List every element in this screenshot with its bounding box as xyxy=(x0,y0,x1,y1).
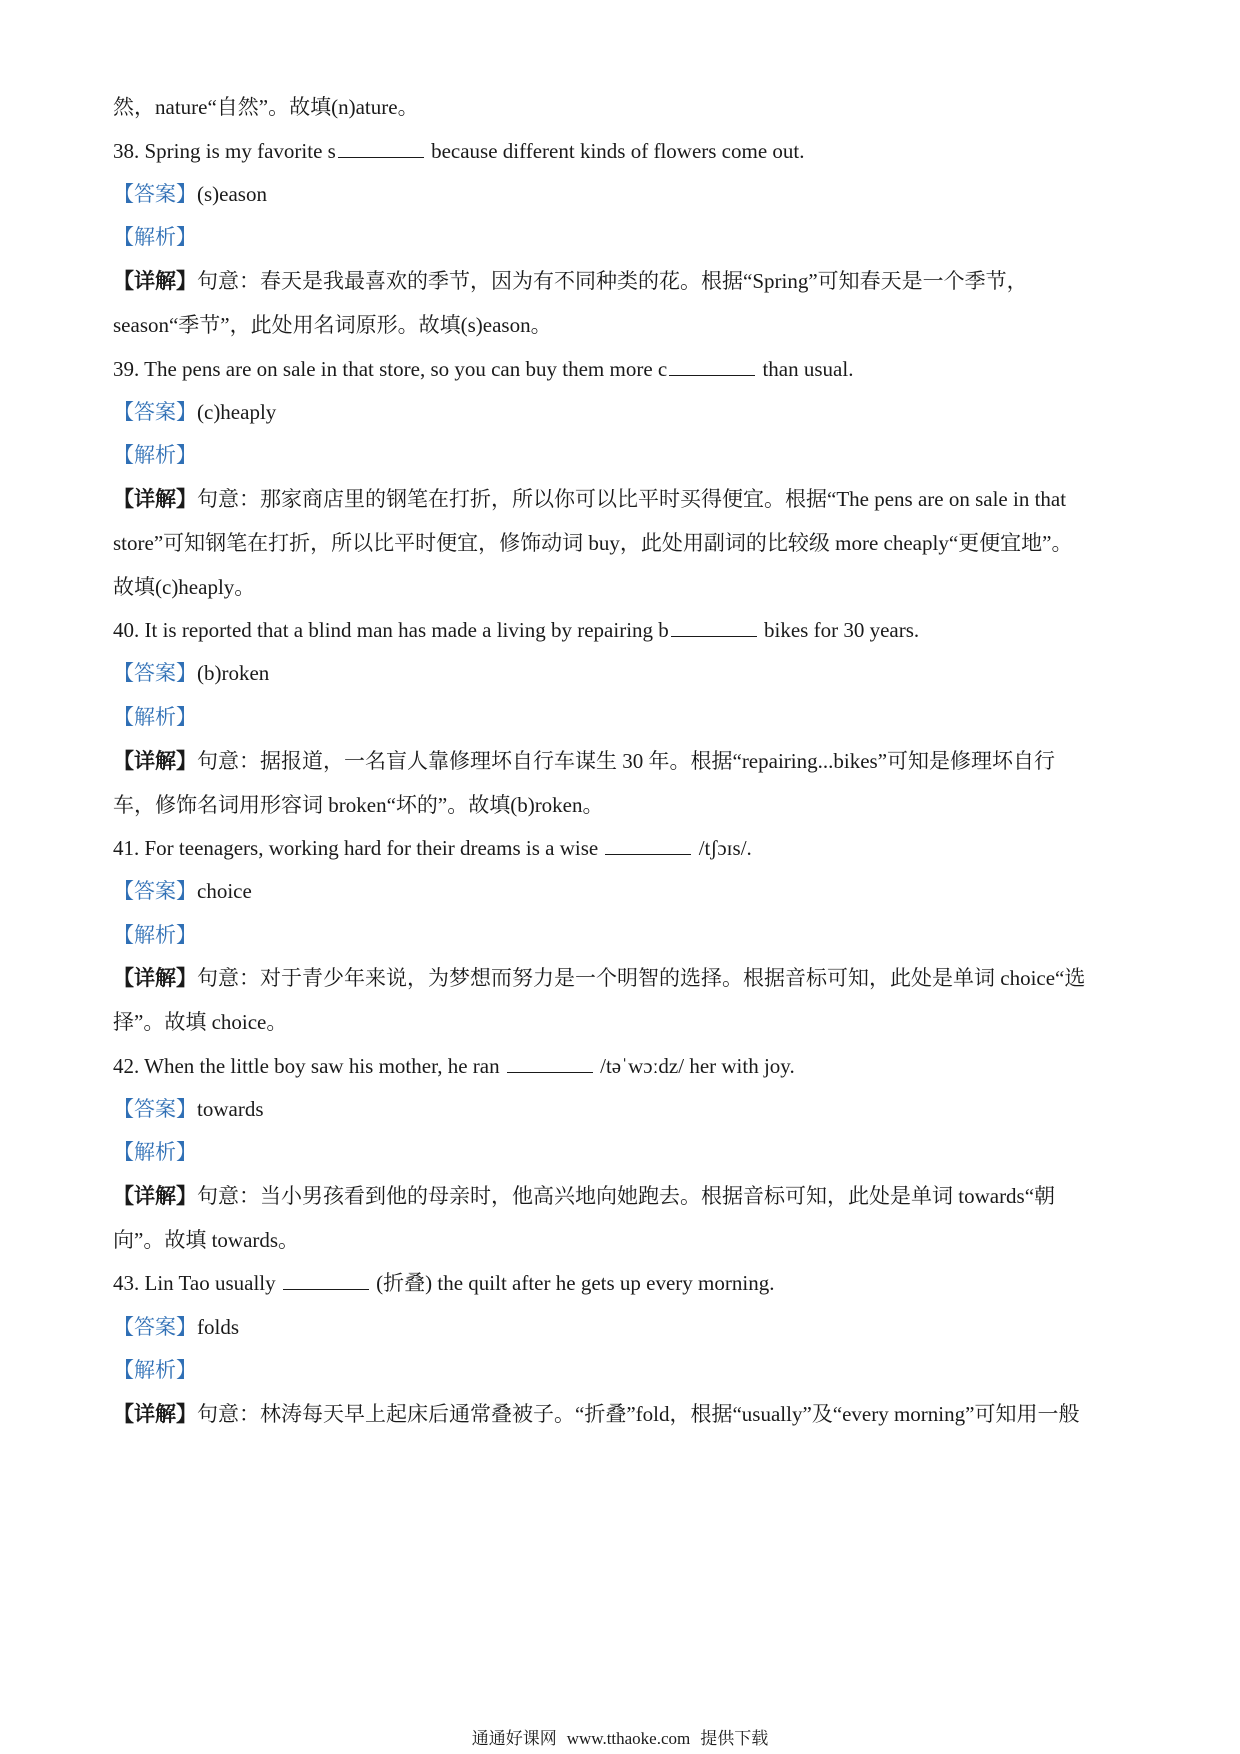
detail-text: season“季节”，此处用名词原形。故填(s)eason。 xyxy=(113,313,552,337)
detail-42-cont xyxy=(113,1225,1133,1255)
question-39 xyxy=(113,354,1133,384)
detail-40-cont xyxy=(113,790,1133,820)
answer-tag: 【答案】 xyxy=(113,182,197,206)
question-43 xyxy=(113,1268,1133,1298)
answer-text: (c)heaply xyxy=(197,400,277,424)
detail-tag: 【详解】 xyxy=(113,966,197,990)
answer-blank xyxy=(283,1271,369,1290)
answer-43 xyxy=(113,1312,1133,1342)
question-text: /təˈwɔːdz/ her with joy. xyxy=(594,1054,795,1078)
detail-tag: 【详解】 xyxy=(113,749,197,773)
question-text: 38. Spring is my favorite s xyxy=(113,139,336,163)
answer-42 xyxy=(113,1094,1133,1124)
analysis-38 xyxy=(113,222,1133,252)
analysis-tag: 【解析】 xyxy=(113,705,197,729)
text-line xyxy=(113,92,1133,122)
question-text: because different kinds of flowers come out. xyxy=(425,139,805,163)
analysis-39 xyxy=(113,440,1133,470)
detail-text: 择”。故填 choice。 xyxy=(113,1010,288,1034)
detail-40 xyxy=(113,746,1133,776)
question-text: 43. Lin Tao usually xyxy=(113,1271,281,1295)
detail-tag: 【详解】 xyxy=(113,487,197,511)
footer-suffix: 提供下载 xyxy=(700,1729,769,1748)
question-text: (折叠) the quilt after he gets up every morning. xyxy=(370,1271,775,1295)
footer-brand: 通通好课网 xyxy=(471,1729,557,1748)
detail-text: 句意：对于青少年来说，为梦想而努力是一个明智的选择。根据音标可知，此处是单词 choice“选 xyxy=(197,966,1086,990)
detail-tag: 【详解】 xyxy=(113,269,197,293)
answer-text: choice xyxy=(197,879,252,903)
detail-text: 句意：据报道，一名盲人靠修理坏自行车谋生 30 年。根据“repairing...bikes”可知是修理坏自行 xyxy=(197,749,1056,773)
question-text: 40. It is reported that a blind man has made a living by repairing b xyxy=(113,618,669,642)
page-footer xyxy=(0,1728,1240,1750)
detail-43 xyxy=(113,1399,1133,1429)
detail-tag: 【详解】 xyxy=(113,1184,197,1208)
detail-text: 句意：那家商店里的钢笔在打折，所以你可以比平时买得便宜。根据“The pens are on sale in that xyxy=(197,487,1067,511)
analysis-42 xyxy=(113,1137,1133,1167)
detail-text: 句意：当小男孩看到他的母亲时，他高兴地向她跑去。根据音标可知，此处是单词 towards“朝 xyxy=(197,1184,1056,1208)
question-41 xyxy=(113,833,1133,863)
answer-blank xyxy=(669,357,755,376)
detail-text: 故填(c)heaply。 xyxy=(113,575,256,599)
detail-text: 向”。故填 towards。 xyxy=(113,1228,300,1252)
detail-41-cont xyxy=(113,1007,1133,1037)
analysis-43 xyxy=(113,1355,1133,1385)
footer-url[interactable]: www.tthaoke.com xyxy=(566,1729,691,1748)
answer-text: folds xyxy=(197,1315,239,1339)
analysis-tag: 【解析】 xyxy=(113,1358,197,1382)
answer-blank xyxy=(671,618,757,637)
question-text: 41. For teenagers, working hard for their dreams is a wise xyxy=(113,836,604,860)
answer-tag: 【答案】 xyxy=(113,1315,197,1339)
question-40 xyxy=(113,615,1133,645)
answer-blank xyxy=(605,836,691,855)
answer-text: towards xyxy=(197,1097,264,1121)
detail-39-cont xyxy=(113,528,1133,558)
analysis-41 xyxy=(113,920,1133,950)
answer-40 xyxy=(113,658,1133,688)
answer-text: (b)roken xyxy=(197,661,270,685)
detail-tag: 【详解】 xyxy=(113,1402,197,1426)
answer-tag: 【答案】 xyxy=(113,879,197,903)
question-text: 42. When the little boy saw his mother, he ran xyxy=(113,1054,505,1078)
analysis-tag: 【解析】 xyxy=(113,443,197,467)
detail-39 xyxy=(113,484,1133,514)
line-text: 然，nature“自然”。故填(n)ature。 xyxy=(113,95,419,119)
analysis-tag: 【解析】 xyxy=(113,225,197,249)
answer-blank xyxy=(507,1054,593,1073)
detail-38-cont xyxy=(113,310,1133,340)
answer-tag: 【答案】 xyxy=(113,1097,197,1121)
question-text: than usual. xyxy=(757,357,854,381)
analysis-40 xyxy=(113,702,1133,732)
answer-blank xyxy=(338,139,424,158)
question-text: bikes for 30 years. xyxy=(758,618,920,642)
analysis-tag: 【解析】 xyxy=(113,1140,197,1164)
detail-text: 句意：林涛每天早上起床后通常叠被子。“折叠”fold，根据“usually”及“every morning”可知用一般 xyxy=(197,1402,1080,1426)
detail-41 xyxy=(113,963,1133,993)
answer-tag: 【答案】 xyxy=(113,400,197,424)
answer-tag: 【答案】 xyxy=(113,661,197,685)
question-42 xyxy=(113,1051,1133,1081)
analysis-tag: 【解析】 xyxy=(113,923,197,947)
detail-38 xyxy=(113,266,1133,296)
question-text: 39. The pens are on sale in that store, so you can buy them more c xyxy=(113,357,668,381)
answer-39 xyxy=(113,397,1133,427)
question-38 xyxy=(113,136,1133,166)
detail-text: 车，修饰名词用形容词 broken“坏的”。故填(b)roken。 xyxy=(113,793,604,817)
question-text: /tʃɔɪs/. xyxy=(693,836,752,860)
detail-text: 句意：春天是我最喜欢的季节，因为有不同种类的花。根据“Spring”可知春天是一个季节， xyxy=(197,269,1028,293)
detail-39-cont xyxy=(113,572,1133,602)
answer-text: (s)eason xyxy=(197,182,267,206)
detail-42 xyxy=(113,1181,1133,1211)
detail-text: store”可知钢笔在打折，所以比平时便宜，修饰动词 buy，此处用副词的比较级 more cheaply“更便宜地”。 xyxy=(113,531,1073,555)
answer-38 xyxy=(113,179,1133,209)
answer-41 xyxy=(113,876,1133,906)
